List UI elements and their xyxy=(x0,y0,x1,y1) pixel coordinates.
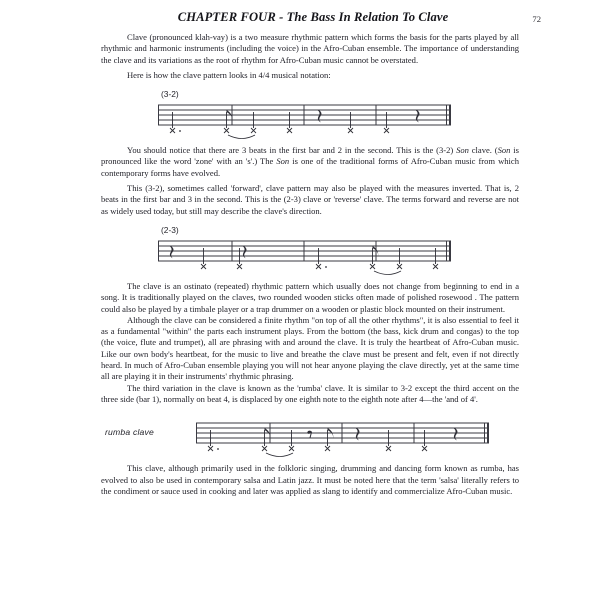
spacer xyxy=(101,81,519,89)
paragraph-salsa: This clave, although primarily used in the folkloric singing, drumming and dancing form known as rumba, has evolved to also be used in contemporary salsa and Latin jazz. It must be noted here that the term 'salsa' literally refers to the condiment or sauce used in cooking and later was applied as slang to identify and commercialize Afro-Cuban music. xyxy=(101,463,519,496)
italic-son-3: Son xyxy=(276,156,290,167)
paragraph-notation-intro: Here is how the clave pattern looks in 4/4 musical notation: xyxy=(127,69,331,80)
text-run: is one of the traditional forms of Afro-Cuban music from which contemporary forms have evolved. xyxy=(101,156,519,178)
paragraph-heartbeat: Although the clave can be considered a finite rhythm "on top of all the other rhythms", it is also essential to feel it as a fundamental "within" the parts each instrument plays. From the bottom (the bass, kick drum and congas) to the top (the voice, flute and trumpet), all are phrasing with and around the clave. It is truly the heartbeat of Afro-Cuban music. Like our own body's heartbeat, for the music to live and breathe the clave must be present and felt, even if not directly heard. In much of Afro-Cuban ensemble playing you will not hear anyone playing the clave directly, yet at the same time all are playing it in their instruments' rhythmic phrasing. xyxy=(101,314,519,382)
augmentation-dot xyxy=(179,130,181,132)
staff-label-2-3: (2-3) xyxy=(161,224,179,235)
paragraph-rumba-intro: The third variation in the clave is known as the 'rumba' clave. It is similar to 3-2 except the third accent on the three side (bar 1), normally on beat 4, is displaced by one eighth note to the eighth note after 4—the 'and of 4'. xyxy=(101,382,519,404)
page-number: 72 xyxy=(532,14,541,24)
paragraph-intro: Clave (pronounced klah-vay) is a two measure rhythmic pattern which forms the basis for the parts played by all rhythmic and harmonic instruments (including the voice) in the Afro-Cuban ensemble. The importance of understanding the clave and its variations as the root of rhythm for Afro-Cuban music cannot be overstated. xyxy=(101,32,519,65)
staff-notation-2-3 xyxy=(101,235,519,279)
spacer xyxy=(101,217,519,225)
staff-label-rumba-clave: rumba clave xyxy=(105,427,155,438)
music-staff-3-2 xyxy=(101,89,519,141)
italic-son-2: Son xyxy=(497,145,511,156)
page-title: CHAPTER FOUR - The Bass In Relation To Clave xyxy=(177,10,449,24)
text-run: is pronounced like the word 'zone' with an 's'.) The xyxy=(101,145,519,167)
music-staff-2-3 xyxy=(101,225,519,277)
augmentation-dot xyxy=(325,266,327,268)
music-staff-rumba xyxy=(101,413,519,459)
italic-son-1: Son xyxy=(456,145,469,156)
staff-notation-3-2 xyxy=(101,99,519,143)
page-content xyxy=(101,10,541,497)
paragraph-forward-reverse: This (3-2), sometimes called 'forward', clave pattern may also be played with the measures inverted. That is, 2 beats in the first bar and 3 in the second. This is the (2-3) clave or 'reverse' clave. The terms forward and reverse are not as widely used today, but still may describe the clave's direction. xyxy=(101,183,519,216)
staff-notation-rumba xyxy=(101,417,519,459)
spacer xyxy=(101,405,519,413)
text-run: You should notice that there are 3 beats in the first bar and 2 in the second. This is the (3-2) xyxy=(127,145,457,156)
paragraph-son-clave xyxy=(101,145,519,179)
staff-label-3-2: (3-2) xyxy=(161,89,179,100)
text-run: clave. ( xyxy=(468,145,498,156)
augmentation-dot xyxy=(217,448,219,450)
page-header xyxy=(101,10,541,32)
paragraph-ostinato: The clave is an ostinato (repeated) rhythmic pattern which usually does not change from beginning to end in a song. It is traditionally played on the claves, two rounded wooden sticks often made of polished rosewood . The pattern could also be played by a timbale player or a trap drummer on a wooden or plastic block mounted on their instrument. xyxy=(101,280,519,314)
